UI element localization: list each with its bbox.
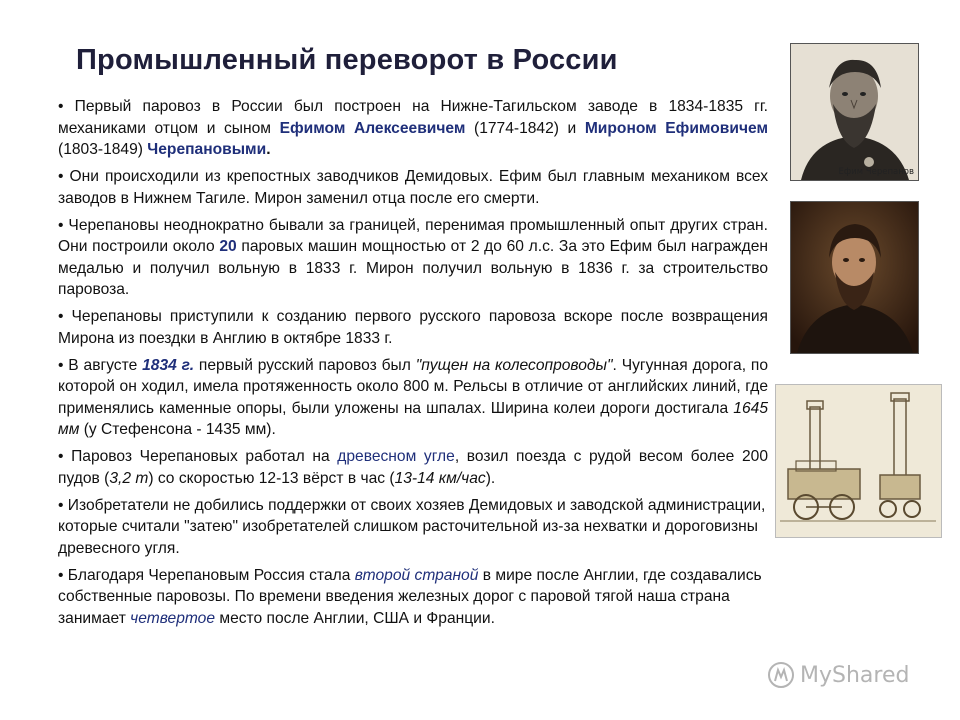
paragraph-text: Паровоз Черепановых работал на [63, 448, 338, 465]
fourth-place-highlight: четвертое [130, 609, 216, 627]
paragraph-text: (у Стефенсона - 1435 мм). [79, 421, 276, 438]
locomotive-drawing-image [775, 384, 942, 538]
surname-cherepanovy: Черепановыми [147, 141, 267, 158]
paragraph-text: паровых машин мощностью от 2 до 60 л.с. За это Ефим был награжден медалью и получил вольную в 1833 г. Мирон получил вольную в 1836 г. за строительство паровоза. [58, 238, 768, 298]
portrait-efim-image [790, 43, 919, 181]
name-efim: Ефимом Алексеевичем [279, 119, 466, 137]
paragraph-text: Они происходили из крепостных заводчиков Демидовых. Ефим был главным механиком всех заводов в Нижнем Тагиле. Мирон заменил отца после его смерти. [58, 168, 768, 207]
highlight-number: 20 [219, 238, 237, 255]
paragraph-1 [58, 96, 768, 161]
paragraph-5 [58, 355, 768, 441]
speed-value: 13-14 км/час [394, 469, 486, 487]
locomotive-drawing [776, 385, 941, 537]
paragraph-text: Черепановы приступили к созданию первого русского паровоза вскоре после возвращения Мирона из поездки в Англию в октябре 1833 г. [58, 308, 768, 347]
highlight-year: 1834 г. [142, 356, 195, 374]
paragraph-text: Благодаря Черепановым Россия стала [63, 566, 355, 584]
paragraph-text: Изобретатели не добились поддержки от своих хозяев Демидовых и заводской администрации, которые считали "затею" изобретателей слишком расточительной из-за нехватки и дороговизны древесного угля. [58, 496, 766, 557]
myshared-watermark [768, 660, 928, 690]
weight-value: 3,2 т [109, 469, 149, 487]
paragraph-4 [58, 306, 768, 349]
paragraph-text: В августе [63, 356, 143, 374]
paragraph-text: первый русский паровоз был [194, 356, 416, 374]
bullet: • [58, 356, 64, 374]
bullet: • [58, 216, 64, 234]
paragraph-2 [58, 166, 768, 209]
paragraph-text: Первый паровоз в России был построен на Нижне-Тагильском заводе в 1834-1835 гг. механиками отцом и сыном [58, 98, 768, 137]
myshared-logo-icon [768, 662, 794, 688]
second-country-highlight: второй страной [354, 566, 479, 584]
portrait-caption: Ефим Черепанов [838, 167, 914, 177]
fuel-highlight: древесном угле [337, 448, 455, 465]
paragraph-text: ) со скоростью 12-13 вёрст в час ( [148, 469, 395, 487]
bullet: • [58, 168, 64, 185]
bullet: • [58, 308, 64, 325]
bullet: • [58, 566, 64, 584]
slide-title: Промышленный переворот в России [76, 44, 618, 76]
portrait-miron-image [790, 201, 919, 354]
paragraph-text: в мире после Англии, где создавались собственные паровозы. По времени введения железных дорог с паровой тягой наша страна занимает [58, 566, 762, 627]
paragraph-text: , возил поезда с рудой весом более 200 пудов ( [58, 448, 768, 487]
name-miron: Мироном Ефимовичем [584, 119, 768, 137]
paragraph-text: место после Англии, США и Франции. [215, 609, 495, 627]
paragraph-8 [58, 565, 768, 630]
bullet: • [58, 98, 64, 115]
body-text [58, 96, 768, 635]
portrait-miron-drawing [791, 202, 918, 353]
paragraph-text: . [266, 141, 271, 158]
paragraph-text: (1774-1842) и [465, 119, 585, 137]
paragraph-text: ). [485, 469, 496, 487]
paragraph-7 [58, 495, 768, 560]
paragraph-text: . Чугунная дорога, по которой он ходил, имела протяженность около 800 м. Рельсы в отличие от английских линий, где применялись каменные опоры, были уложены на шпалах. Ширина колеи дороги достигала [58, 356, 768, 417]
quote-text: "пущен на колесопроводы" [415, 356, 613, 374]
paragraph-6 [58, 446, 768, 489]
gauge-value: 1645 мм [58, 399, 768, 438]
bullet: • [58, 496, 64, 514]
bullet: • [58, 448, 64, 465]
paragraph-3 [58, 215, 768, 301]
watermark-text: MyShared [800, 662, 910, 688]
paragraph-text: Черепановы неоднократно бывали за границей, перенимая промышленный опыт других стран. Они построили около [58, 216, 768, 255]
portrait-efim-drawing [791, 44, 918, 180]
paragraph-text: (1803-1849) [58, 141, 148, 158]
